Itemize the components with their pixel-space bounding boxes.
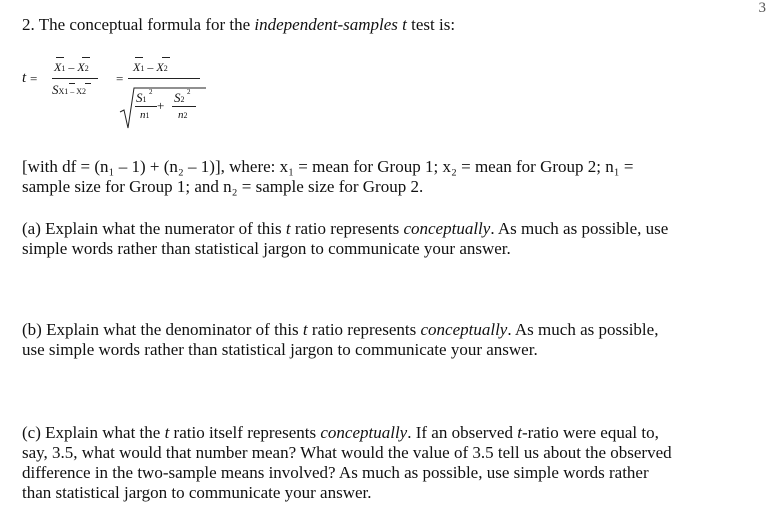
part-b-line-2: use simple words rather than statistical jargon to communicate your answer. (22, 340, 538, 359)
s1-sup: 2 (149, 88, 153, 96)
s2-squared: S2 (174, 90, 185, 105)
part-b-pre: (b) Explain what the denominator of this (22, 320, 303, 339)
n1-denominator: n1 (140, 109, 150, 121)
bar-x1-a (56, 57, 64, 58)
part-b (22, 320, 658, 360)
part-a-t: t (285, 219, 291, 238)
part-c-post: -ratio were equal to, (521, 423, 659, 442)
question-prefix: 2. The conceptual formula for the (22, 15, 255, 34)
part-a-emph: conceptually (403, 219, 491, 238)
page-number: 3 (758, 0, 766, 16)
frac-s1 (135, 106, 157, 107)
part-a-line-2: simple words rather than statistical jargon to communicate your answer. (22, 239, 511, 258)
part-c-line-3: difference in the two-sample means involved? As much as possible, use simple words rather (22, 463, 649, 482)
part-c-line-4: than statistical jargon to communicate your answer. (22, 483, 372, 502)
part-b-post: . As much as possible, (507, 320, 659, 339)
part-c-t2: t (517, 423, 522, 442)
part-c-emph: conceptually (320, 423, 408, 442)
question-title (22, 15, 455, 35)
part-c (22, 423, 672, 503)
bar-x2-b (162, 57, 170, 58)
s1-squared: S1 (136, 90, 147, 105)
numerator-1: X1 – X2 (54, 60, 89, 74)
n2-denominator: n2 (178, 109, 188, 121)
df-line-2: sample size for Group 1; and n₂ = sample size for Group 2. (22, 177, 424, 196)
part-c-mid2: . If an observed (407, 423, 518, 442)
bar-x2-a (82, 57, 90, 58)
part-c-t: t (164, 423, 170, 442)
bar-x1-b (135, 57, 143, 58)
part-a-line-1 (22, 219, 668, 239)
frac-s2 (172, 106, 196, 107)
part-a-post: . As much as possible, use (490, 219, 669, 238)
part-b-line-1 (22, 320, 658, 340)
formula-t: t (22, 70, 27, 86)
formula-equals-2: = (116, 71, 124, 86)
part-b-emph: conceptually (420, 320, 508, 339)
part-a-mid: ratio represents (290, 219, 404, 238)
fraction-line-1 (52, 78, 98, 79)
part-b-t: t (302, 320, 308, 339)
part-c-pre: (c) Explain what the (22, 423, 165, 442)
df-line-1: [with df = (n₁ – 1) + (n₂ – 1)], where: x₁ = mean for Group 1; x₂ = mean for Group 2; n₁ = (22, 157, 634, 176)
denominator-1: SX1 – X2 (52, 82, 87, 97)
fraction-line-2 (128, 78, 200, 79)
part-c-line-1 (22, 423, 672, 443)
numerator-2: X1 – X2 (133, 60, 168, 74)
df-definition (22, 157, 634, 197)
part-c-line-2: say, 3.5, what would that number mean? What would the value of 3.5 tell us about the observed (22, 443, 672, 462)
t-test-formula (22, 50, 222, 135)
part-b-mid: ratio represents (307, 320, 421, 339)
part-a-pre: (a) Explain what the numerator of this (22, 219, 286, 238)
part-c-mid: ratio itself represents (169, 423, 321, 442)
plus-sign: + (157, 98, 165, 113)
part-a (22, 219, 668, 259)
formula-equals-1: = (30, 71, 38, 86)
question-suffix: test is: (406, 15, 456, 34)
question-emph: independent-samples t (254, 15, 407, 34)
s2-sup: 2 (187, 88, 191, 96)
